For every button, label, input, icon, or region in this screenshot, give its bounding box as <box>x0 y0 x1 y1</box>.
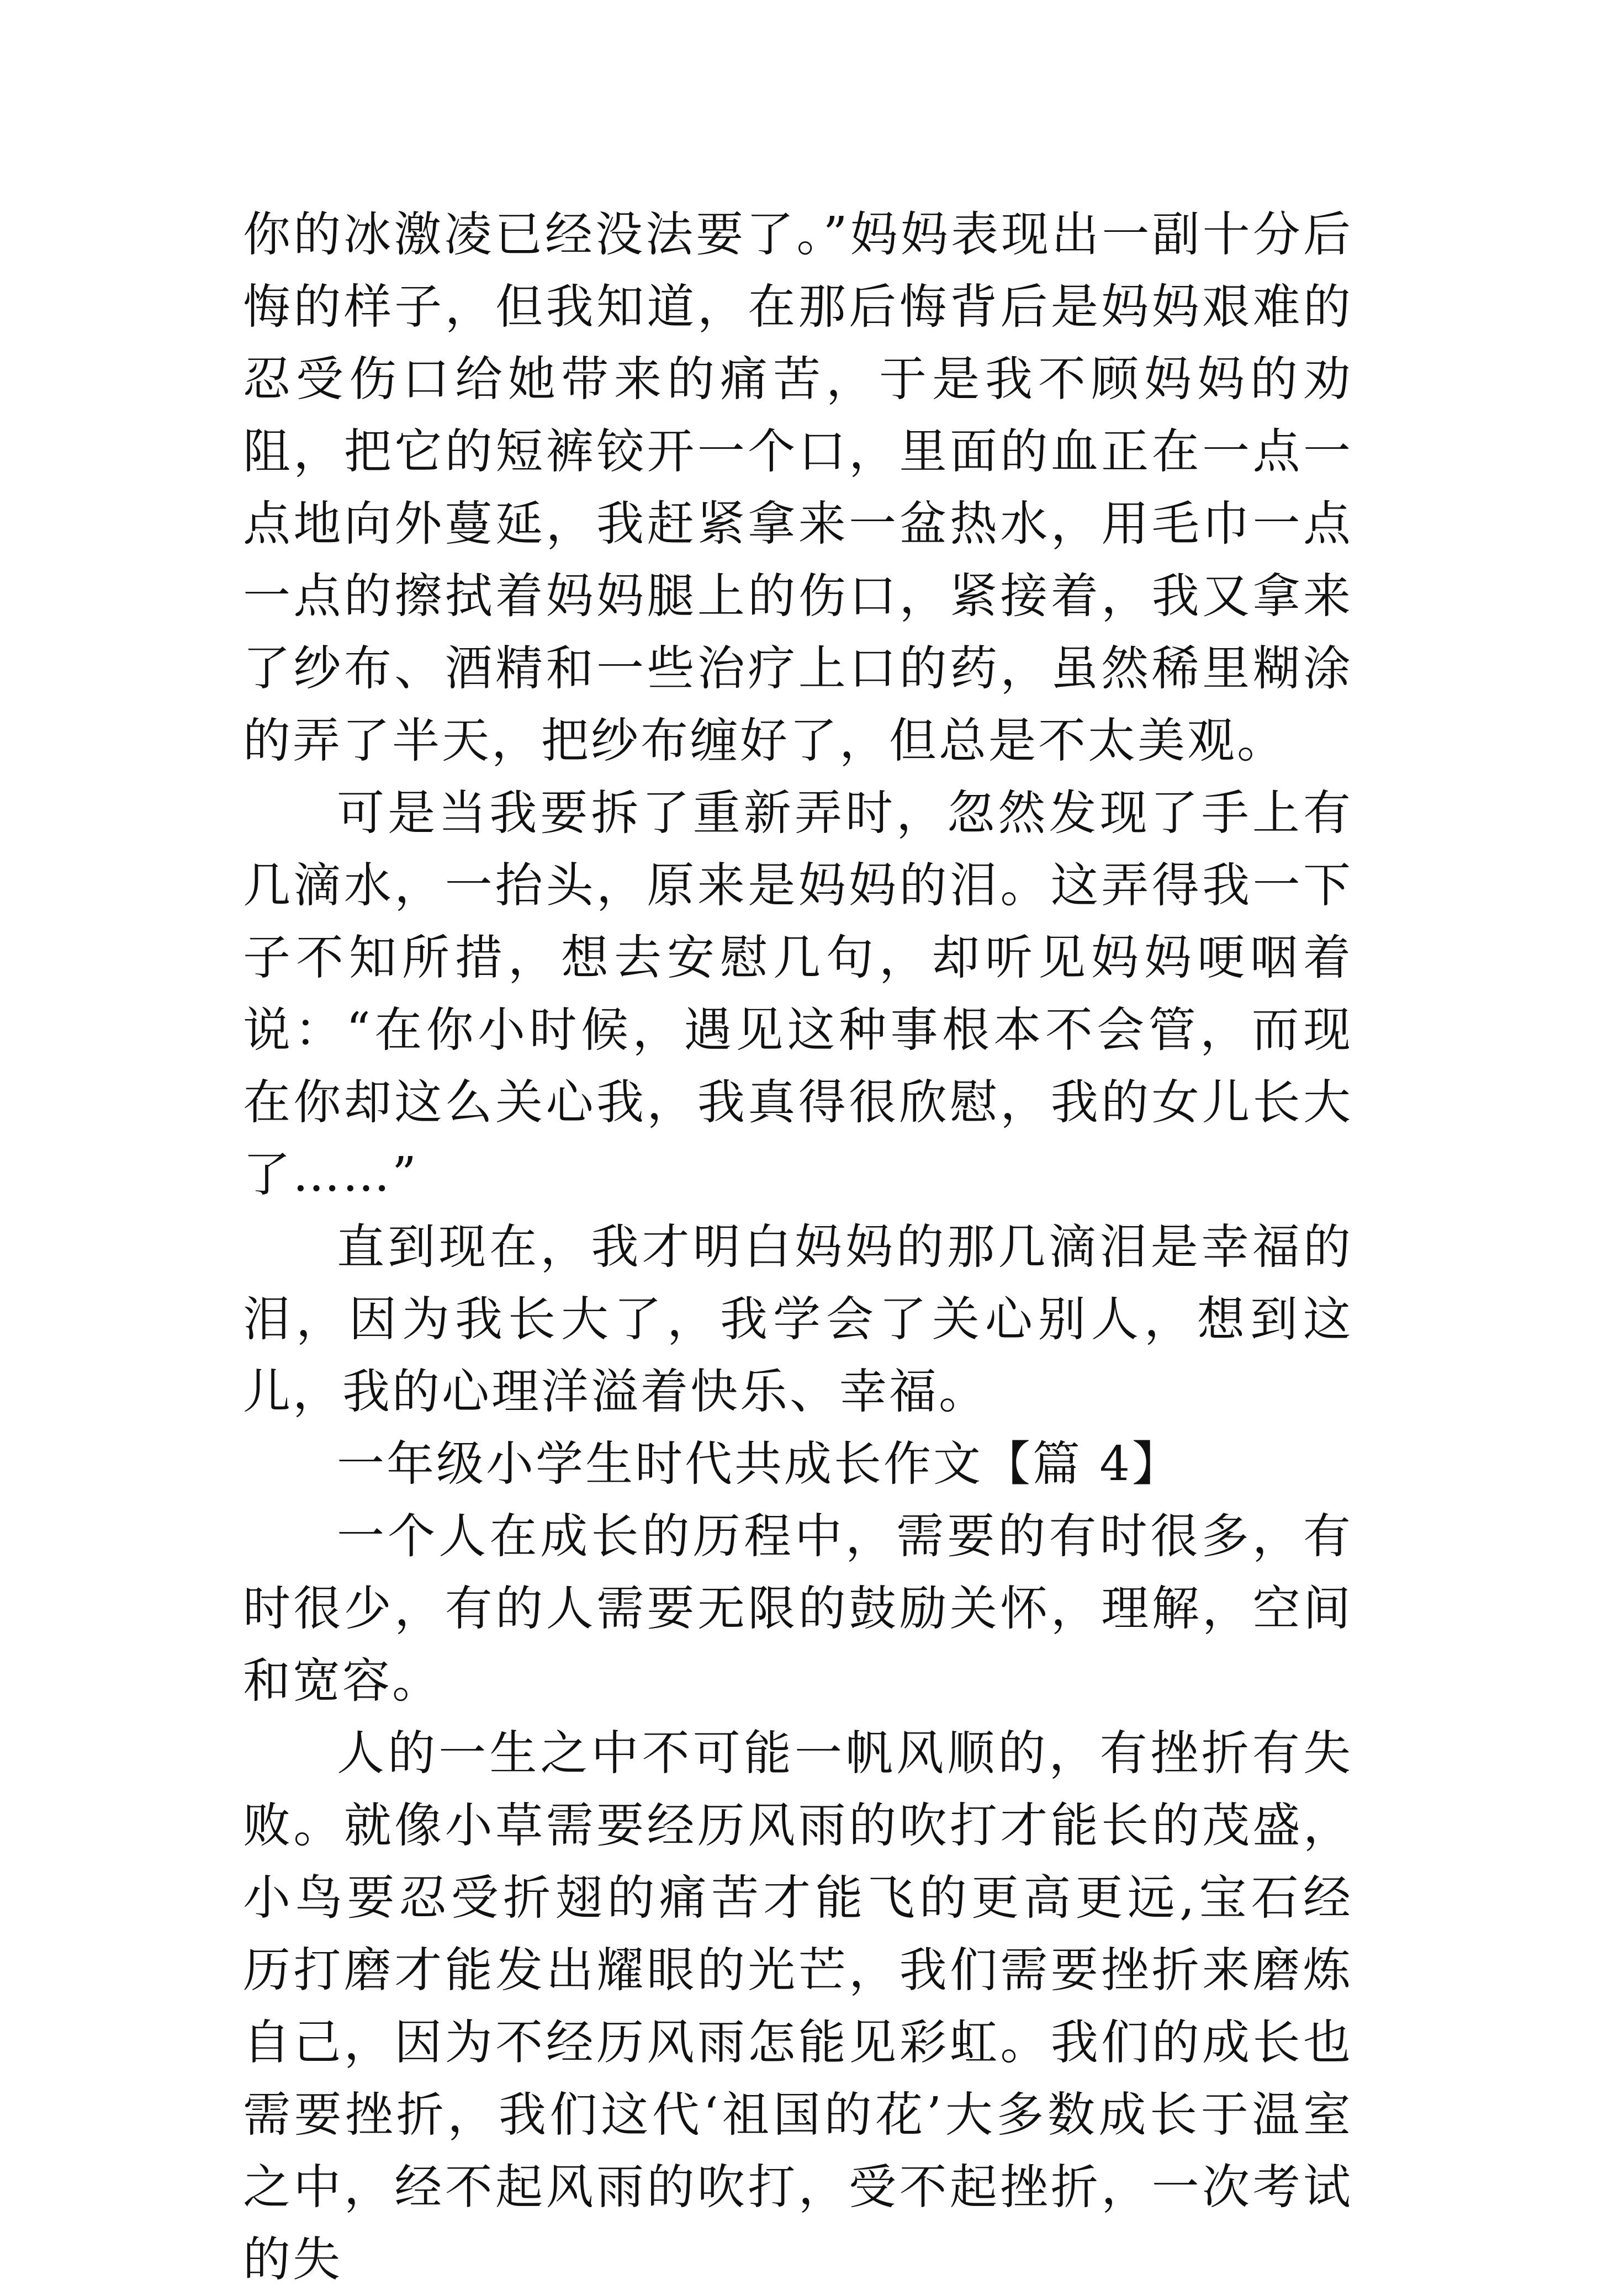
paragraph-3: 直到现在，我才明白妈妈的那几滴泪是幸福的泪，因为我长大了，我学会了关心别人，想到这儿，我的心理洋溢着快乐、幸福。 <box>243 1219 1353 1419</box>
paragraph-2: 可是当我要拆了重新弄时，忽然发现了手上有几滴水，一抬头，原来是妈妈的泪。这弄得我一下子不知所措，想去安慰几句，却听见妈妈哽咽着说：“在你小时候，遇见这种事根本不会管，而现在你却这么关心我，我真得很欣慰，我的女儿长大了……” <box>243 786 1353 1202</box>
paragraph-1: 你的冰激凌已经没法要了。”妈妈表现出一副十分后悔的样子，但我知道，在那后悔背后是妈妈艰难的忍受伤口给她带来的痛苦，于是我不顾妈妈的劝阻，把它的短裤铰开一个口，里面的血正在一点一点地向外蔓延，我赶紧拿来一盆热水，用毛巾一点一点的擦拭着妈妈腿上的伤口，紧接着，我又拿来了纱布、酒精和一些治疗上口的药，虽然稀里糊涂的弄了半天，把纱布缠好了，但总是不太美观。 <box>243 207 1353 768</box>
paragraph-4: 一个人在成长的历程中，需要的有时很多，有时很少，有的人需要无限的鼓励关怀，理解，空间和宽容。 <box>243 1509 1353 1709</box>
document-body <box>243 199 1353 2296</box>
paragraph-5: 人的一生之中不可能一帆风顺的，有挫折有失败。就像小草需要经历风雨的吹打才能长的茂盛，小鸟要忍受折翅的痛苦才能飞的更高更远,宝石经历打磨才能发出耀眼的光芒，我们需要挫折来磨炼自己，因为不经历风雨怎能见彩虹。我们的成长也需要挫折，我们这代‘祖国的花’大多数成长于温室之中，经不起风雨的吹打，受不起挫折，一次考试的失 <box>243 1726 1353 2287</box>
section-heading: 一年级小学生时代共成长作文【篇 4】 <box>337 1436 1182 1492</box>
